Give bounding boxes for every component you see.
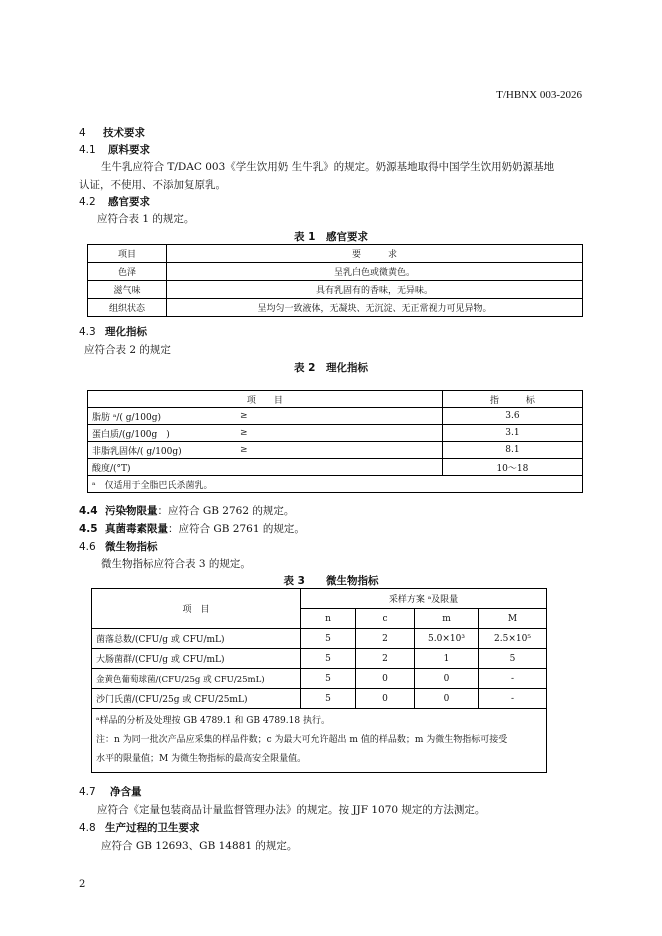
subheader-M: M [479,609,547,629]
row-m: 5.0×10³ [415,629,479,649]
subheader-n: n [301,609,356,629]
table-3-caption: 表 3 微生物指标 [283,575,379,587]
table-row [92,649,547,669]
header-item: 项 目 [92,589,301,629]
row-item: 沙门氏菌/(CFU/25g 或 CFU/25mL) [92,689,301,709]
section-title: 原料要求 [108,144,150,156]
section-4-7-heading [79,784,142,799]
row-operator [236,459,442,476]
row-item: 非脂乳固体/( g/100g) [88,442,237,459]
section-4-4 [79,503,294,518]
subheader-m: m [415,609,479,629]
table-footnote-row [88,476,583,493]
row-n: 5 [301,629,356,649]
section-number: 4.4 [79,505,98,517]
table-2-caption: 表 2 理化指标 [294,362,368,374]
row-m: 0 [415,689,479,709]
row-c: 2 [356,649,415,669]
table-row [88,263,583,281]
section-4-2-heading [79,194,150,209]
table-notes-row [92,709,547,773]
header-item: 项 目 [88,391,443,408]
table-1-caption: 表 1 感官要求 [294,231,368,243]
table-header-row [88,245,583,263]
row-value: 8.1 [442,442,582,459]
section-number: 4.3 [79,326,96,338]
row-m: 1 [415,649,479,669]
table-row [92,689,547,709]
section-title: 理化指标 [105,326,147,338]
table-header-row [92,589,547,609]
row-requirement: 具有乳固有的香味，无异味。 [167,281,583,299]
section-number: 4.5 [79,523,98,535]
subheader-c: c [356,609,415,629]
paragraph: 应符合表 2 的规定 [84,344,171,356]
section-4-heading [79,125,145,140]
row-operator: ≥ [236,408,442,425]
section-title: 微生物指标 [105,541,158,553]
header-requirement: 要 求 [167,245,583,263]
table-row [88,425,583,442]
row-n: 5 [301,649,356,669]
header-sampling-plan: 采样方案 ᵃ及限量 [301,589,547,609]
row-item: 金黄色葡萄球菌/(CFU/25g 或 CFU/25mL) [92,669,301,689]
table-row [88,442,583,459]
section-text: ：应符合 GB 2761 的规定。 [168,523,305,535]
row-n: 5 [301,669,356,689]
table-2 [87,390,583,493]
table-note: ᵃ样品的分析及处理按 GB 4789.1 和 GB 4789.18 执行。 [96,716,330,726]
table-notes [92,709,547,773]
section-title: 技术要求 [103,127,145,139]
paragraph: 微生物指标应符合表 3 的规定。 [101,558,251,570]
row-n: 5 [301,689,356,709]
table-row [88,299,583,317]
table-row [88,459,583,476]
section-title: 污染物限量 [105,505,158,517]
page-number: 2 [79,879,86,890]
paragraph: 应符合《定量包装商品计量监督管理办法》的规定。按 JJF 1070 规定的方法测定。 [97,804,486,816]
row-item: 蛋白质/(g/100g ) [88,425,237,442]
row-M: - [479,669,547,689]
row-c: 0 [356,689,415,709]
section-title: 净含量 [110,786,142,798]
table-row [88,281,583,299]
row-c: 0 [356,669,415,689]
section-number: 4.2 [79,196,96,208]
row-item: 酸度/(°T) [88,459,237,476]
table-note: 注：n 为同一批次产品应采集的样品件数；c 为最大可允许超出 m 值的样品数；m 为微生物指标可接受 [96,735,508,745]
row-item: 大肠菌群/(CFU/g 或 CFU/mL) [92,649,301,669]
section-number: 4.6 [79,541,96,553]
header-value: 指 标 [442,391,582,408]
row-item: 色泽 [88,263,167,281]
paragraph: 应符合 GB 12693、GB 14881 的规定。 [101,840,298,852]
table-header-row [88,391,583,408]
table-row [88,408,583,425]
paragraph: 应符合表 1 的规定。 [97,213,195,225]
row-operator: ≥ [236,442,442,459]
section-number: 4.7 [79,786,96,798]
section-number: 4.1 [79,144,96,156]
row-item: 菌落总数/(CFU/g 或 CFU/mL) [92,629,301,649]
row-item: 组织状态 [88,299,167,317]
table-1 [87,244,583,317]
section-4-1-heading [79,142,150,157]
row-value: 3.6 [442,408,582,425]
section-text: ：应符合 GB 2762 的规定。 [157,505,295,517]
paragraph-line: 认证，不使用、不添加复原乳。 [79,179,226,191]
table-footnote: ᵃ 仅适用于全脂巴氏杀菌乳。 [88,476,583,493]
section-title: 真菌毒素限量 [105,523,168,535]
row-c: 2 [356,629,415,649]
row-operator: ≥ [236,425,442,442]
row-item: 滋气味 [88,281,167,299]
section-title: 生产过程的卫生要求 [105,822,200,834]
row-requirement: 呈乳白色或微黄色。 [167,263,583,281]
section-4-8-heading [79,820,200,835]
row-requirement: 呈均匀一致液体，无凝块、无沉淀、无正常视力可见异物。 [167,299,583,317]
table-row [92,669,547,689]
section-number: 4.8 [79,822,96,834]
section-4-5 [79,521,305,536]
section-4-6-heading [79,539,158,554]
row-M: - [479,689,547,709]
row-value: 10～18 [442,459,582,476]
row-M: 2.5×10⁵ [479,629,547,649]
row-value: 3.1 [442,425,582,442]
header-item: 项目 [88,245,167,263]
table-note: 水平的限量值；M 为微生物指标的最高安全限量值。 [96,754,307,764]
row-M: 5 [479,649,547,669]
section-number: 4 [79,127,86,139]
row-item: 脂肪 ᵃ/( g/100g) [88,408,237,425]
row-m: 0 [415,669,479,689]
section-title: 感官要求 [108,196,150,208]
section-4-3-heading [79,324,147,339]
table-row [92,629,547,649]
document-code: T/HBNX 003-2026 [496,89,582,101]
paragraph-line: 生牛乳应符合 T/DAC 003《学生饮用奶 生牛乳》的规定。奶源基地取得中国学生饮用奶奶源基地 [101,161,555,173]
table-3 [91,588,547,773]
